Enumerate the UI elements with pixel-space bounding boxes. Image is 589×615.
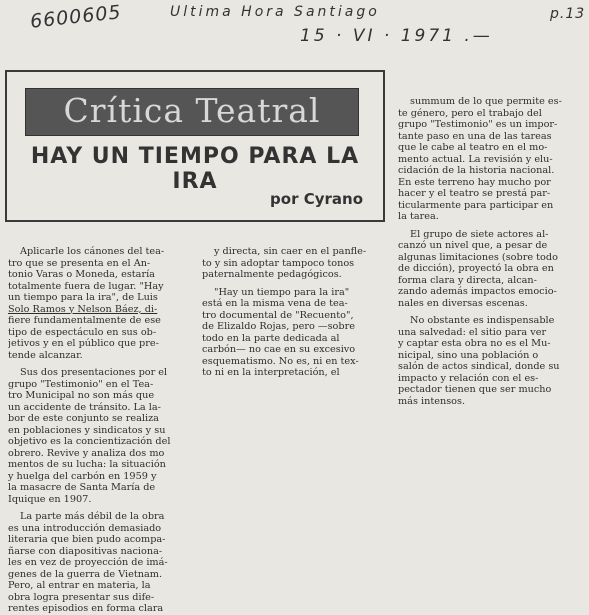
article-text-line: totalmente fuera de lugar. "Hay (8, 280, 164, 292)
article-text-line: tante paso en una de las tareas (398, 130, 552, 142)
article-text-line: paternalmente pedagógicos. (202, 269, 342, 280)
article-text-line: fiere fundamentalmente de ese (8, 315, 161, 326)
article-text-line: canzó un nivel que, a pesar de (398, 240, 548, 251)
article-text-line: mento actual. La revisión y elu- (398, 153, 553, 165)
article-text-line: es una introducción demasiado (8, 522, 162, 534)
article-text-line: tende alcanzar. (8, 349, 83, 361)
article-text-line: rentes episodios en forma clara (8, 603, 164, 614)
article-text-line: Iquique en 1907. (8, 493, 92, 505)
article-text-line: ñarse con diapositivas naciona- (8, 545, 163, 557)
article-text-line: un tiempo para la ira", de Luis (8, 292, 158, 303)
article-text-line: está en la misma vena de tea- (202, 298, 348, 309)
article-text-line: mentos de su lucha: la situación (8, 459, 166, 470)
handwritten-page-number: p.13 (550, 6, 586, 22)
article-text-line: tonio Varas o Moneda, estaría (8, 269, 155, 280)
article-column-2 (202, 246, 390, 379)
article-text-line: de Elizaldo Rojas, pero —sobre (202, 321, 355, 332)
article-text-line: Sus dos presentaciones por el (20, 367, 168, 378)
article-text-line: nicipal, sino una población o (398, 349, 539, 361)
article-header-box (5, 70, 385, 222)
article-text-line: que le cabe al teatro en el mo- (398, 142, 548, 153)
article-text-line: impacto y relación con el es- (398, 372, 539, 384)
article-text-line: la tarea. (398, 211, 439, 222)
article-text-line: y captar esta obra no es el Mu- (398, 338, 551, 349)
article-text-line: cidación de la historia nacional. (398, 165, 555, 176)
article-text-line: Pero, al entrar en materia, la (8, 580, 151, 591)
article-byline: por Cyrano (270, 190, 363, 208)
article-text-line: La parte más débil de la obra (20, 511, 165, 522)
article-text-line: forma clara y directa, alcan- (398, 274, 537, 286)
handwritten-date: 15 · VI · 1971 .— (300, 26, 493, 46)
article-text-line: En este terreno hay mucho por (398, 176, 551, 188)
article-column-3 (398, 96, 585, 407)
article-text-line: grupo "Testimonio" es un impor- (398, 119, 558, 130)
article-text-line: tro Municipal no son más que (8, 390, 155, 401)
section-banner (25, 88, 359, 136)
article-text-line: Solo Ramos y Nelson Báez, di- (8, 303, 158, 315)
handwritten-catalog-code: 6600605 (29, 1, 123, 33)
article-text-line: te género, pero el trabajo del (398, 107, 542, 119)
article-text-line: de dicción), proyectó la obra en (398, 263, 554, 274)
article-text-line: to y sin adoptar tampoco tonos (202, 257, 355, 269)
article-text-line: les en vez de proyección de imá- (8, 557, 168, 568)
article-text-line: la masacre de Santa María de (8, 482, 156, 493)
article-text-line: to ni en la interpretación, el (202, 367, 340, 378)
article-column-1 (8, 246, 186, 615)
article-text-line: pectador tienen que ser mucho (398, 384, 552, 395)
section-title: Crítica Teatral (63, 91, 321, 130)
article-text-line: y huelga del carbón en 1959 y (8, 470, 157, 482)
article-text-line: tro documental de "Recuento", (202, 309, 354, 321)
article-text-line: "Hay un tiempo para la ira" (214, 286, 350, 298)
article-text-line: El grupo de siete actores al- (410, 228, 549, 240)
article-text-line: una salvedad: el sitio para ver (398, 326, 547, 338)
article-text-line: No obstante es indispensable (410, 315, 555, 326)
article-text-line: bor de este conjunto se realiza (8, 413, 159, 424)
article-text-line: ticularmente para participar en (398, 199, 554, 211)
article-text-line: tro que se presenta en el An- (8, 257, 151, 269)
article-text-line: un accidente de tránsito. La la- (8, 401, 161, 413)
article-text-line: nales en diversas escenas. (398, 297, 528, 309)
article-text-line: literaria que bien pudo acompa- (8, 534, 166, 545)
article-text-line: salón de actos sindical, donde su (398, 361, 560, 372)
article-text-line: obrero. Revive y analiza dos mo (8, 447, 165, 459)
article-text-line: carbón— no cae en su excesivo (202, 344, 356, 355)
article-text-line: esquematismo. No es, ni en tex- (202, 355, 359, 367)
article-text-line: y directa, sin caer en el panfle- (214, 246, 367, 257)
article-text-line: objetivo es la concientización del (8, 436, 171, 447)
article-text-line: Aplicarle los cánones del tea- (20, 246, 165, 257)
article-text-line: obra logra presentar sus dife- (8, 591, 155, 603)
article-text-line: grupo "Testimonio" en el Tea- (8, 378, 154, 390)
article-text-line: jetivos y en el público que pre- (8, 338, 159, 349)
article-text-line: en poblaciones y sindicatos y su (8, 424, 166, 436)
article-text-line: summum de lo que permite es- (410, 96, 562, 107)
handwritten-source: Ultima Hora Santiago (170, 4, 380, 20)
article-text-line: más intensos. (398, 395, 466, 407)
article-text-line: hacer y el teatro se prestá par- (398, 188, 551, 199)
article-text-line: zando además impactos emocio- (398, 286, 557, 297)
article-text-line: tipo de espectáculo en sus ob- (8, 326, 157, 338)
article-headline: HAY UN TIEMPO PARA LA IRA (30, 144, 360, 194)
article-text-line: algunas limitaciones (sobre todo (398, 251, 558, 263)
article-text-line: genes de la guerra de Vietnam. (8, 568, 163, 580)
article-text-line: todo en la parte dedicada al (202, 332, 340, 344)
